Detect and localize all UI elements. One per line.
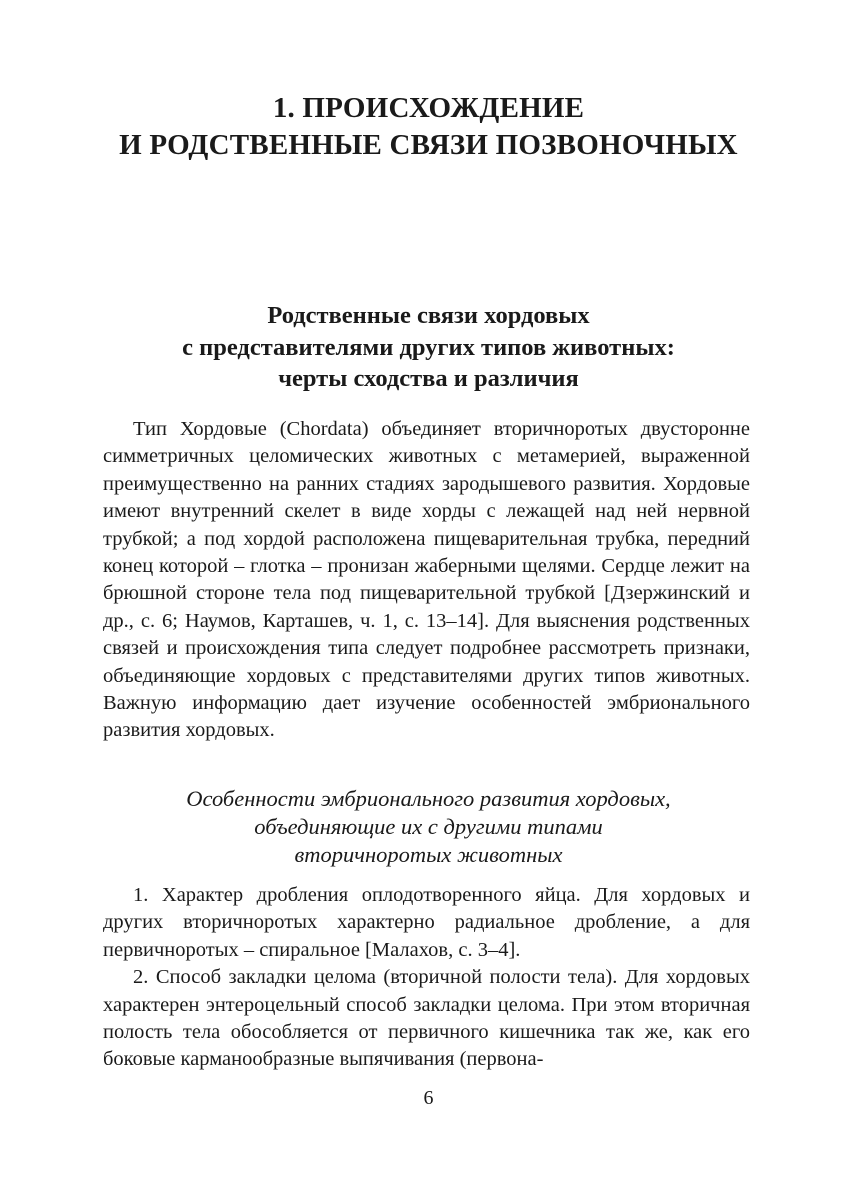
section-title-line-2: с представителями других типов животных: [182, 333, 675, 361]
intro-text-block [103, 416, 750, 745]
subsection-title-line-3: вторичноротых животных [294, 842, 563, 867]
chapter-title-line-2: И РОДСТВЕННЫЕ СВЯЗИ ПОЗВОНОЧНЫХ [119, 129, 738, 161]
chapter-title-line-1: 1. ПРОИСХОЖДЕНИЕ [272, 92, 585, 124]
section-title [0, 300, 857, 395]
section-title-line-1: Родственные связи хордовых [267, 302, 590, 329]
subsection-title [0, 785, 857, 869]
section-title-line-3: черты сходства и различия [278, 365, 579, 392]
page-number: 6 [423, 1087, 434, 1109]
subsection-title-line-2: объединяющие их с другими типами [254, 814, 603, 839]
chapter-title [0, 90, 857, 164]
list-item: 2. Способ закладки целома (вторичной полости тела). Для хордовых характерен энтероцельный способ закладки целома. При этом вторичная полость тела обособляется от первичного кишечника так же, как его боковые карманообразные выпячивания (первона- [103, 966, 750, 1071]
numbered-list [103, 882, 750, 1074]
list-item: 1. Характер дробления оплодотворенного яйца. Для хордовых и других вторичноротых характерно радиальное дробление, а для первичноротых – спиральное [Малахов, с. 3–4]. [103, 884, 750, 961]
subsection-title-line-1: Особенности эмбрионального развития хордовых, [186, 786, 671, 811]
intro-paragraph: Тип Хордовые (Chordata) объединяет вторичноротых двусторонне симметричных целомических животных с метамерией, выраженной преимущественно на ранних стадиях зародышевого развития. Хордовые имеют внутренний скелет в виде хорды с лежащей над ней нервной трубкой; а под хордой расположена пищеварительная трубка, передний конец которой – глотка – пронизан жаберными щелями. Сердце лежит на брюшной стороне тела под пищеварительной трубкой [Дзержинский и др., с. 6; Наумов, Карташев, ч. 1, с. 13–14]. Для выяснения родственных связей и происхождения типа следует подробнее рассмотреть признаки, объединяющие хордовых с представителями других типов животных. Важную информацию дает изучение особенностей эмбрионального развития хордовых. [103, 418, 750, 742]
